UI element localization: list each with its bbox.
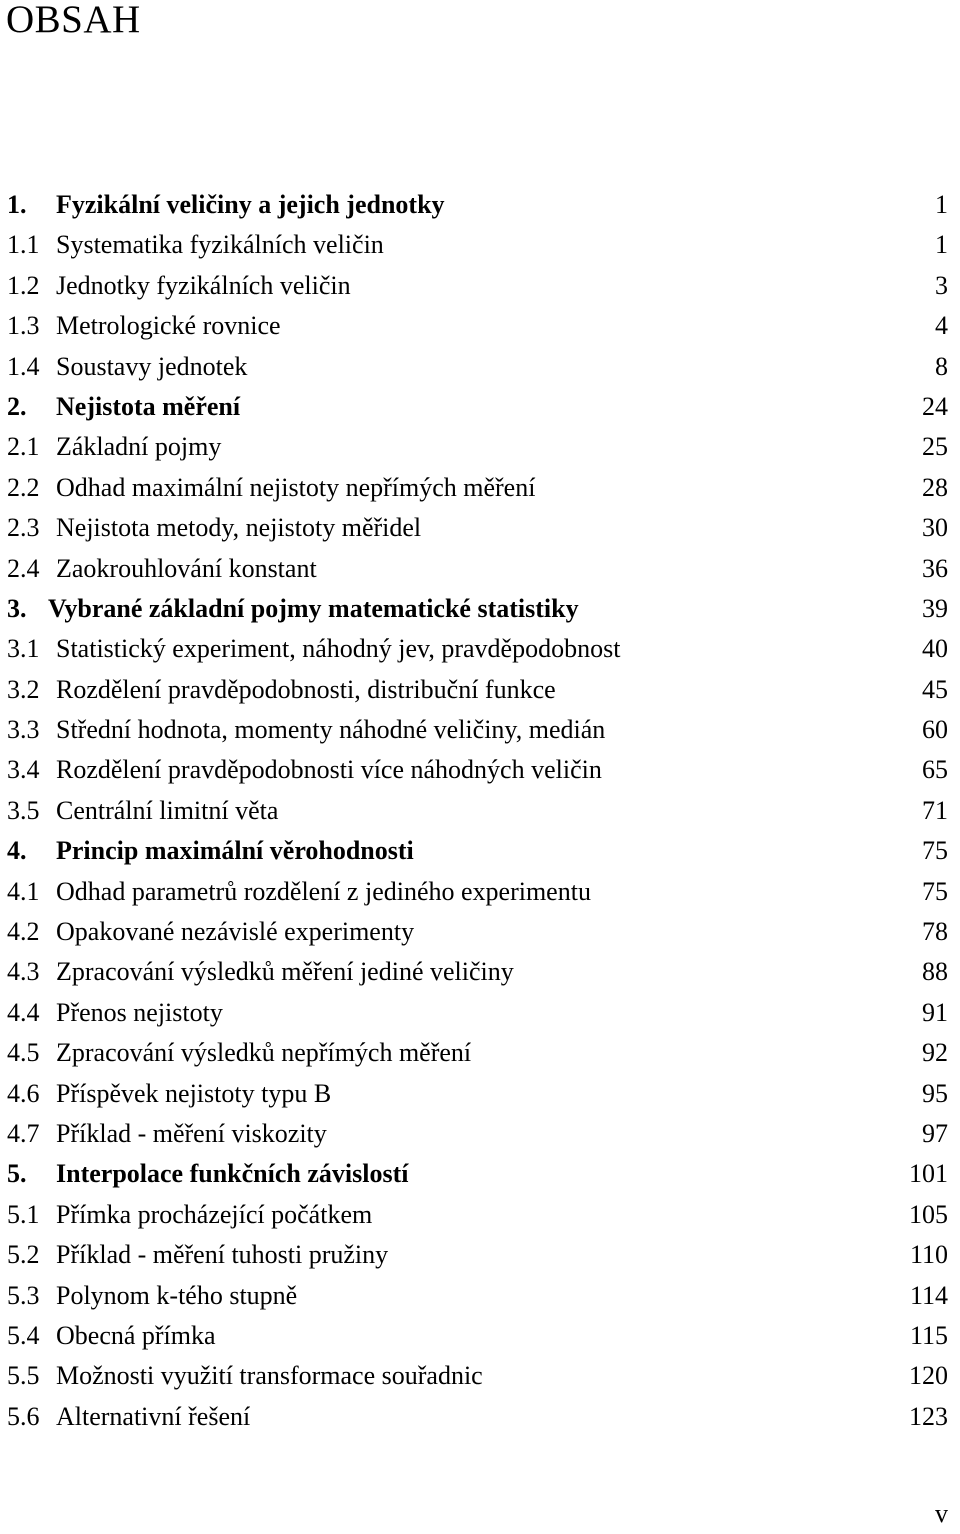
toc-entry-page: 24 (922, 391, 948, 421)
toc-entry-title: Rozdělení pravděpodobnosti více náhodných veličin (56, 755, 602, 785)
toc-section-entry[interactable] (0, 952, 960, 992)
toc-entry-number: 5.4 (7, 1320, 40, 1350)
toc-entry-number: 2.1 (7, 432, 40, 462)
toc-section-entry[interactable] (0, 750, 960, 790)
toc-section-entry[interactable] (0, 1397, 960, 1437)
toc-entry-number: 1.2 (7, 270, 40, 300)
toc-entry-number: 3.5 (7, 795, 40, 825)
toc-entry-page: 91 (922, 997, 948, 1027)
toc-section-entry[interactable] (0, 1195, 960, 1235)
toc-entry-number: 1.1 (7, 230, 40, 260)
toc-entry-page: 88 (922, 957, 948, 987)
toc-entry-title: Fyzikální veličiny a jejich jednotky (56, 190, 445, 219)
toc-entry-page: 45 (922, 674, 948, 704)
toc-entry-title: Soustavy jednotek (56, 351, 248, 381)
toc-entry-title: Polynom k-tého stupně (56, 1280, 298, 1310)
toc-entry-page: 95 (922, 1078, 948, 1108)
table-of-contents (0, 185, 960, 1437)
toc-entry-page: 8 (935, 351, 948, 381)
toc-chapter-entry[interactable] (0, 387, 960, 427)
toc-entry-page: 120 (909, 1361, 948, 1391)
toc-entry-page: 101 (909, 1159, 948, 1189)
toc-entry-title: Zaokrouhlování konstant (56, 553, 317, 583)
toc-entry-number: 4.5 (7, 1038, 40, 1068)
toc-entry-page: 28 (922, 472, 948, 502)
toc-section-entry[interactable] (0, 1276, 960, 1316)
toc-chapter-entry[interactable] (0, 589, 960, 629)
toc-entry-page: 114 (909, 1280, 948, 1310)
toc-entry-page: 71 (922, 795, 948, 825)
toc-entry-title: Možnosti využití transformace souřadnic (56, 1361, 483, 1391)
toc-entry-number: 4.7 (7, 1118, 40, 1148)
toc-entry-title: Obecná přímka (56, 1320, 216, 1350)
toc-entry-title: Nejistota metody, nejistoty měřidel (56, 513, 422, 543)
toc-entry-number: 2.3 (7, 513, 40, 543)
toc-entry-title: Princip maximální věrohodnosti (56, 836, 414, 866)
toc-section-entry[interactable] (0, 993, 960, 1033)
toc-entry-title: Zpracování výsledků nepřímých měření (56, 1038, 472, 1068)
toc-chapter-entry[interactable] (0, 185, 960, 225)
toc-entry-page: 78 (922, 917, 948, 947)
toc-entry-number: 3. (7, 593, 27, 623)
toc-entry-title: Přenos nejistoty (56, 997, 223, 1027)
toc-entry-page: 36 (922, 553, 948, 583)
toc-chapter-entry[interactable] (0, 831, 960, 871)
toc-entry-title: Centrální limitní věta (56, 795, 279, 825)
toc-entry-title: Jednotky fyzikálních veličin (56, 270, 351, 300)
toc-section-entry[interactable] (0, 1114, 960, 1154)
toc-section-entry[interactable] (0, 670, 960, 710)
toc-entry-number: 5.6 (7, 1401, 40, 1431)
toc-entry-title: Metrologické rovnice (56, 311, 281, 341)
toc-section-entry[interactable] (0, 791, 960, 831)
toc-entry-title: Příklad - měření tuhosti pružiny (56, 1240, 389, 1270)
toc-entry-page: 1 (935, 230, 948, 260)
toc-entry-title: Alternativní řešení (56, 1401, 251, 1431)
toc-entry-number: 1.3 (7, 311, 40, 341)
toc-entry-page: 123 (909, 1401, 948, 1431)
toc-entry-title: Střední hodnota, momenty náhodné veličiny, medián (56, 715, 606, 745)
toc-entry-page: 92 (922, 1038, 948, 1068)
toc-entry-title: Rozdělení pravděpodobnosti, distribuční funkce (56, 674, 556, 704)
toc-entry-number: 4.6 (7, 1078, 40, 1108)
toc-entry-title: Systematika fyzikálních veličin (56, 230, 384, 260)
toc-entry-title: Základní pojmy (56, 432, 222, 462)
toc-section-entry[interactable] (0, 1074, 960, 1114)
toc-entry-number: 3.2 (7, 674, 40, 704)
toc-section-entry[interactable] (0, 549, 960, 589)
toc-section-entry[interactable] (0, 1033, 960, 1073)
toc-chapter-entry[interactable] (0, 1154, 960, 1194)
toc-entry-page: 65 (922, 755, 948, 785)
toc-entry-number: 3.1 (7, 634, 40, 664)
toc-section-entry[interactable] (0, 225, 960, 265)
toc-entry-number: 5.1 (7, 1199, 40, 1229)
toc-entry-page: 75 (922, 876, 948, 906)
toc-entry-number: 5. (7, 1159, 27, 1189)
toc-entry-page: 39 (922, 593, 948, 623)
toc-entry-title: Nejistota měření (56, 391, 241, 421)
toc-entry-number: 4.1 (7, 876, 40, 906)
toc-section-entry[interactable] (0, 468, 960, 508)
toc-entry-title: Příspěvek nejistoty typu B (56, 1078, 332, 1108)
toc-entry-page: 30 (922, 513, 948, 543)
toc-entry-title: Interpolace funkčních závislostí (56, 1159, 409, 1189)
toc-entry-title: Odhad parametrů rozdělení z jediného experimentu (56, 876, 591, 906)
toc-section-entry[interactable] (0, 1356, 960, 1396)
toc-entry-title: Odhad maximální nejistoty nepřímých měření (56, 472, 536, 502)
toc-entry-page: 25 (922, 432, 948, 462)
toc-entry-page: 60 (922, 715, 948, 745)
toc-section-entry[interactable] (0, 508, 960, 548)
toc-entry-number: 4.4 (7, 997, 40, 1027)
toc-entry-page: 40 (922, 634, 948, 664)
toc-entry-number: 3.3 (7, 715, 40, 745)
toc-section-entry[interactable] (0, 872, 960, 912)
toc-entry-title: Statistický experiment, náhodný jev, pravděpodobnost (56, 634, 621, 664)
toc-entry-page: 115 (909, 1320, 948, 1350)
toc-section-entry[interactable] (0, 1316, 960, 1356)
toc-entry-number: 5.2 (7, 1240, 40, 1270)
toc-entry-number: 1. (7, 190, 27, 219)
toc-section-entry[interactable] (0, 306, 960, 346)
toc-section-entry[interactable] (0, 710, 960, 750)
toc-entry-page: 110 (909, 1240, 948, 1270)
toc-entry-title: Přímka procházející počátkem (56, 1199, 373, 1229)
toc-entry-number: 5.5 (7, 1361, 40, 1391)
toc-entry-number: 4. (7, 836, 27, 866)
toc-entry-number: 1.4 (7, 351, 40, 381)
toc-entry-page: 3 (935, 270, 948, 300)
page-title: OBSAH (6, 0, 141, 41)
toc-entry-page: 75 (922, 836, 948, 866)
toc-entry-page: 97 (922, 1118, 948, 1148)
toc-section-entry[interactable] (0, 912, 960, 952)
toc-entry-page: 1 (935, 190, 948, 219)
toc-entry-number: 4.2 (7, 917, 40, 947)
toc-entry-page: 4 (935, 311, 948, 341)
page-number: v (935, 1499, 948, 1528)
toc-entry-title: Zpracování výsledků měření jediné veličiny (56, 957, 514, 987)
toc-entry-title: Vybrané základní pojmy matematické statistiky (48, 593, 579, 623)
toc-entry-number: 2. (7, 391, 27, 421)
toc-entry-page: 105 (909, 1199, 948, 1229)
toc-section-entry[interactable] (0, 1235, 960, 1275)
toc-entry-number: 3.4 (7, 755, 40, 785)
toc-entry-number: 2.2 (7, 472, 40, 502)
toc-section-entry[interactable] (0, 266, 960, 306)
toc-entry-number: 2.4 (7, 553, 40, 583)
toc-entry-number: 4.3 (7, 957, 40, 987)
toc-entry-number: 5.3 (7, 1280, 40, 1310)
toc-section-entry[interactable] (0, 427, 960, 467)
toc-entry-title: Opakované nezávislé experimenty (56, 917, 415, 947)
toc-section-entry[interactable] (0, 629, 960, 669)
toc-entry-title: Příklad - měření viskozity (56, 1118, 327, 1148)
toc-section-entry[interactable] (0, 347, 960, 387)
